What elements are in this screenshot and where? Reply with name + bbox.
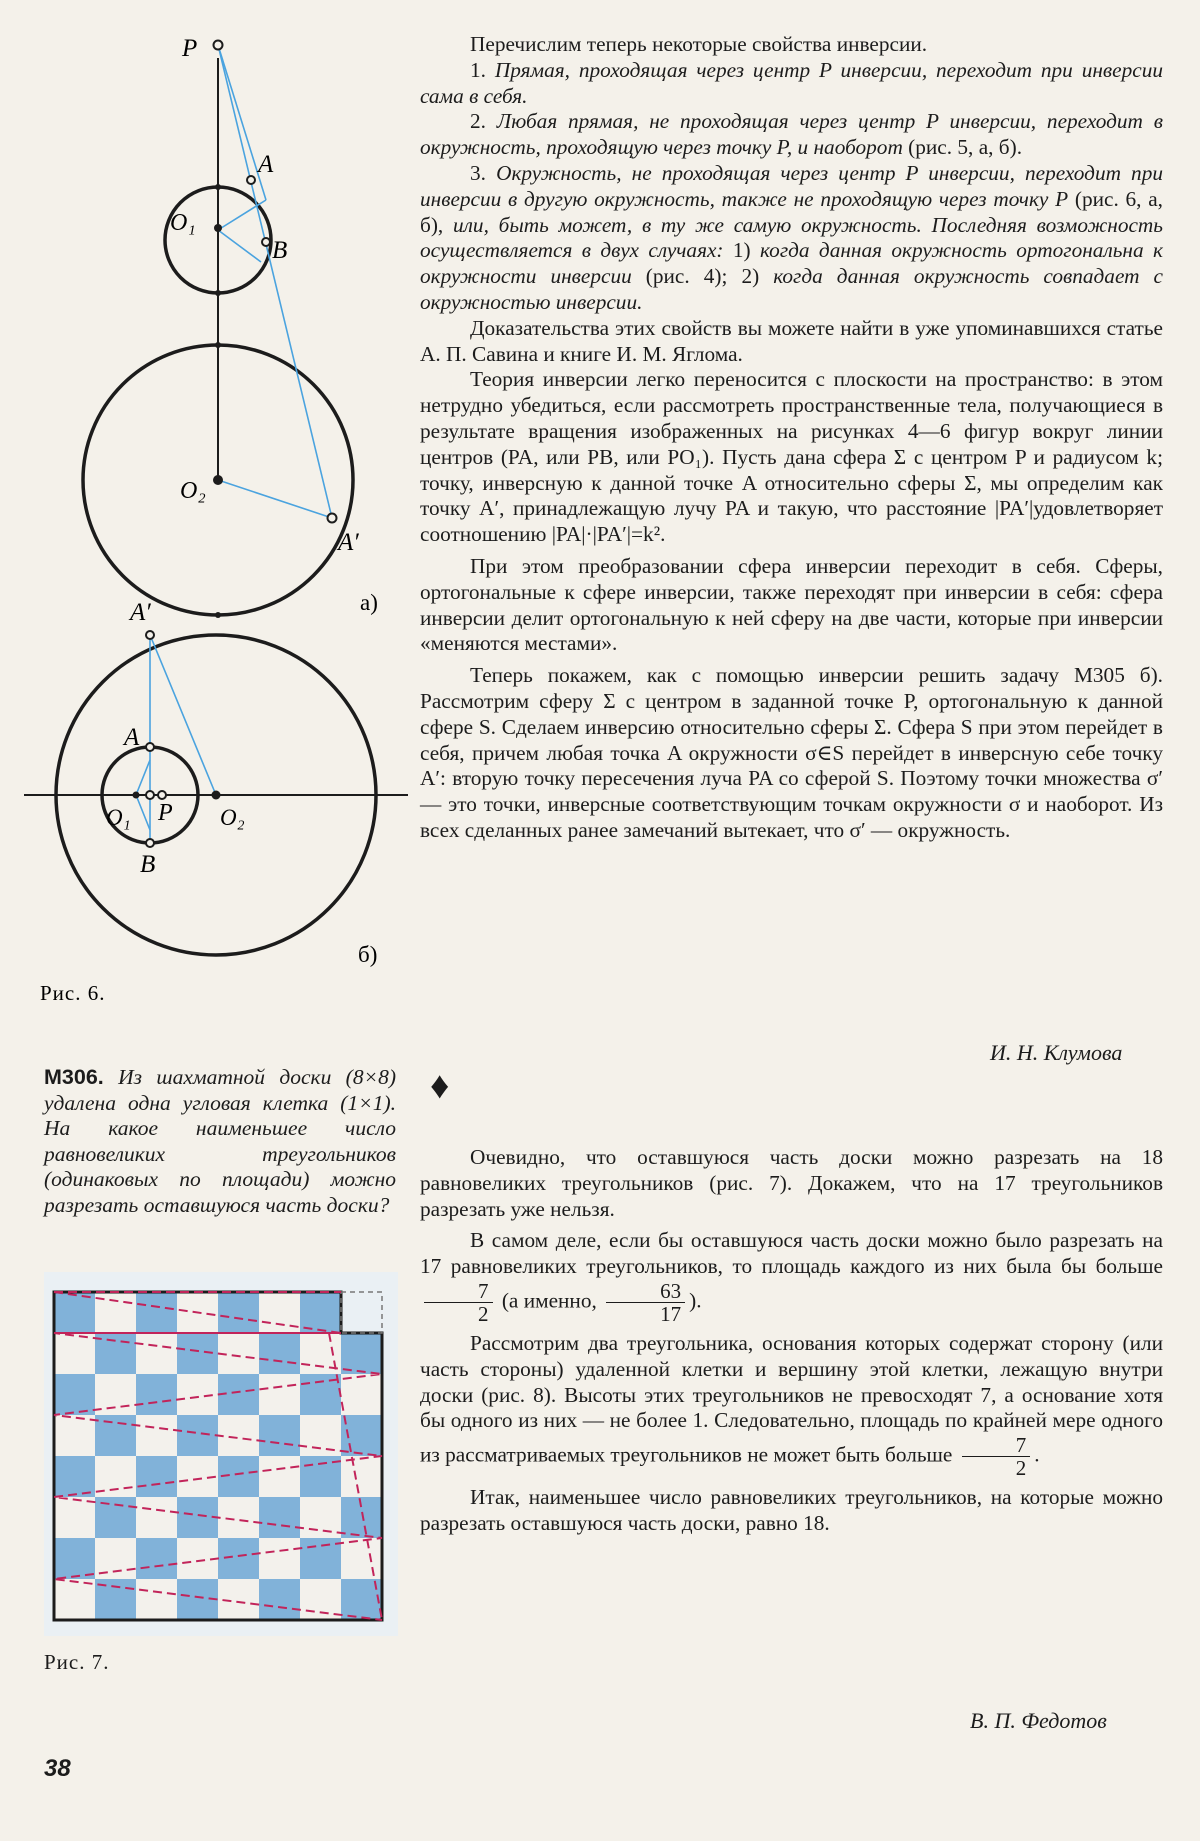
fraction: $\frac{7}{2}$ [962,1434,1031,1479]
board-cell [300,1415,341,1456]
paragraph: Доказательства этих свойств вы можете найти в уже упоминавшихся статье А. П. Савина и книге И. М. Яглома. [420,315,1163,366]
paragraph: Теория инверсии легко переносится с плоскости на пространство: в этом нетрудно убедиться, если рассмотреть пространственные тела, получающиеся в результате вращения изображенных на рисунках 4—6 фигур вокруг линии центров (PA, или PB, или PO₁). Пусть дана сфера Σ с центром P и радиусом k; точку, инверсную к данной точке A относительно сферы Σ, мы определим как точку A′, принадлежащую лучу PA и такую, что расстояние |PA′|удовлетворяет соотношению |PA|·|PA′|=k². [420,367,1163,547]
property-3: 3. Окружность, не проходящая через центр P инверсии, переходит при инверсии в другую окружность, также не проходящую через точку P (рис. 6, а, б), или, быть может, в ту же самую окружность. Последняя возможность осуществляется в двух случаях: 1) когда данная окружность ортогональна к окружности инверсии (рис. 4); 2) когда данная окружность совпадает с окружностью инверсии. [420,160,1164,314]
solution-m306 [420,1145,1163,1537]
board-cell [341,1538,382,1579]
board-cell [95,1415,136,1456]
label-a-prime-b: A′ [130,599,151,626]
board-cell [136,1415,177,1456]
label-p: P [182,35,198,62]
sublabel-a: а) [360,590,378,615]
board-cell [259,1538,300,1579]
label-a-b: A [124,724,140,751]
figure-6a-rays [218,45,332,518]
author-signature: И. Н. Клумова [990,1040,1123,1065]
label-a: A [258,151,274,178]
board-cell [259,1374,300,1415]
figure-7-caption: Рис. 7. [44,1650,110,1674]
board-cell [259,1579,300,1620]
board-cell [136,1538,177,1579]
label-o1: O₁ [170,210,196,236]
paragraph: Рассмотрим два треугольника, основания которых содержат сторону (или часть стороны) удаленной клетки и вершину этой клетки, лежащую внутри доски (рис. 8). Высоты этих треугольников не превосходят 7, а основание хотя бы одного из них — не более 1. Следовательно, площадь по крайней мере одного из рассматриваемых треугольников не может быть больше $\frac{7}{2}$ . [420,1330,1163,1481]
figure-6 [20,20,410,1010]
board-cell [259,1333,300,1374]
board-cell [54,1579,95,1620]
fraction: $\frac{63}{17}$ [606,1280,685,1325]
figure-7-board [44,1272,398,1636]
board-cell [54,1333,95,1374]
article-inversion [420,32,1163,844]
problem-m306 [44,1065,396,1218]
board-cell [54,1292,95,1333]
diamond-icon: ♦ [430,1065,450,1107]
board-cell [218,1497,259,1538]
paragraph: Итак, наименьшее число равновеликих треугольников, на которые можно разрезать оставшуюся часть доски, равно 18. [420,1485,1163,1535]
property-1: 1. Прямая, проходящая через центр P инверсии, переходит при инверсии сама в себя. [420,57,1163,108]
board-cell [54,1497,95,1538]
board-cell [136,1292,177,1333]
board-cell [218,1292,259,1333]
fraction: $\frac{7}{2}$ [424,1280,493,1325]
paragraph: При этом преобразовании сфера инверсии переходит в себя. Сферы, ортогональные к сфере инверсии, также переходят при инверсии в себя: сфера инверсии делит ортогональную к ней сферу на две части, которые при инверсии «меняются местами». [420,553,1163,656]
page-number: 38 [44,1755,71,1782]
figure-6a [83,58,353,615]
board-cell [54,1538,95,1579]
board-cell [136,1579,177,1620]
board-cell [300,1538,341,1579]
board-cell [136,1374,177,1415]
board-cell [259,1415,300,1456]
label-o1-b: O₁ [106,805,131,830]
board-cell [300,1497,341,1538]
board-cell [341,1333,382,1374]
board-cell [259,1497,300,1538]
figure-6b-points [133,631,221,847]
board-cell [218,1415,259,1456]
paragraph: В самом деле, если бы оставшуюся часть доски можно было разрезать на 17 равновеликих треугольников, то площадь каждого из них была бы больше $\frac{7}{2}$ (а именно, $\frac{63}{17}$ ). [420,1228,1163,1326]
board-cell [54,1374,95,1415]
paragraph: Очевидно, что оставшуюся часть доски можно разрезать на 18 равновеликих треугольников (рис. 7). Докажем, что на 17 треугольников разрезать уже нельзя. [420,1145,1163,1221]
board-cell [54,1456,95,1497]
problem-id: М306. [44,1065,104,1089]
author-signature: В. П. Федотов [970,1708,1107,1733]
label-o2: O₂ [180,478,206,504]
board-cell [54,1415,95,1456]
board-cell [259,1456,300,1497]
sublabel-b: б) [358,942,378,967]
property-2: 2. Любая прямая, не проходящая через центр P инверсии, переходит в окружность, проходящую через точку P, и наоборот (рис. 5, а, б). [420,109,1163,160]
board-cell [341,1374,382,1415]
figure-6-caption: Рис. 6. [40,981,106,1005]
board-cell [300,1292,341,1333]
figure-6a-points [213,41,337,619]
label-a-prime: A′ [338,529,359,556]
label-b-b: B [140,851,156,878]
paragraph: Перечислим теперь некоторые свойства инверсии. [470,32,928,56]
label-p-b: P [158,800,173,826]
board-cell [341,1456,382,1497]
label-o2-b: O₂ [220,805,245,830]
figure-6b-rays [136,635,216,843]
board-cell [341,1497,382,1538]
board-cell [136,1456,177,1497]
label-b: B [272,237,288,264]
board-cell [136,1333,177,1374]
problem-text: Из шахматной доски (8×8) удалена одна угловая клетка (1×1). На какое наименьшее число равновеликих треугольников (одинаковых по площади) можно разрезать оставшуюся часть доски? [44,1065,397,1217]
paragraph: Теперь покажем, как с помощью инверсии решить задачу М305 б). Рассмотрим сферу Σ с центром в заданной точке P, ортогональную к данной сфере S. Сделаем инверсию относительно сферы Σ. Сфера S при этом перейдет в себя, причем любая точка A окружности σ∈S перейдет в инверсную себе точку A′: вторую точку пересечения луча PA со сферой S. Поэтому точки множества σ′ — это точки, инверсные соответствующим точкам окружности σ и наоборот. Из всех сделанных ранее замечаний вытекает, что σ′ — окружность. [420,663,1163,842]
board-cell [177,1415,218,1456]
board-cell [136,1497,177,1538]
